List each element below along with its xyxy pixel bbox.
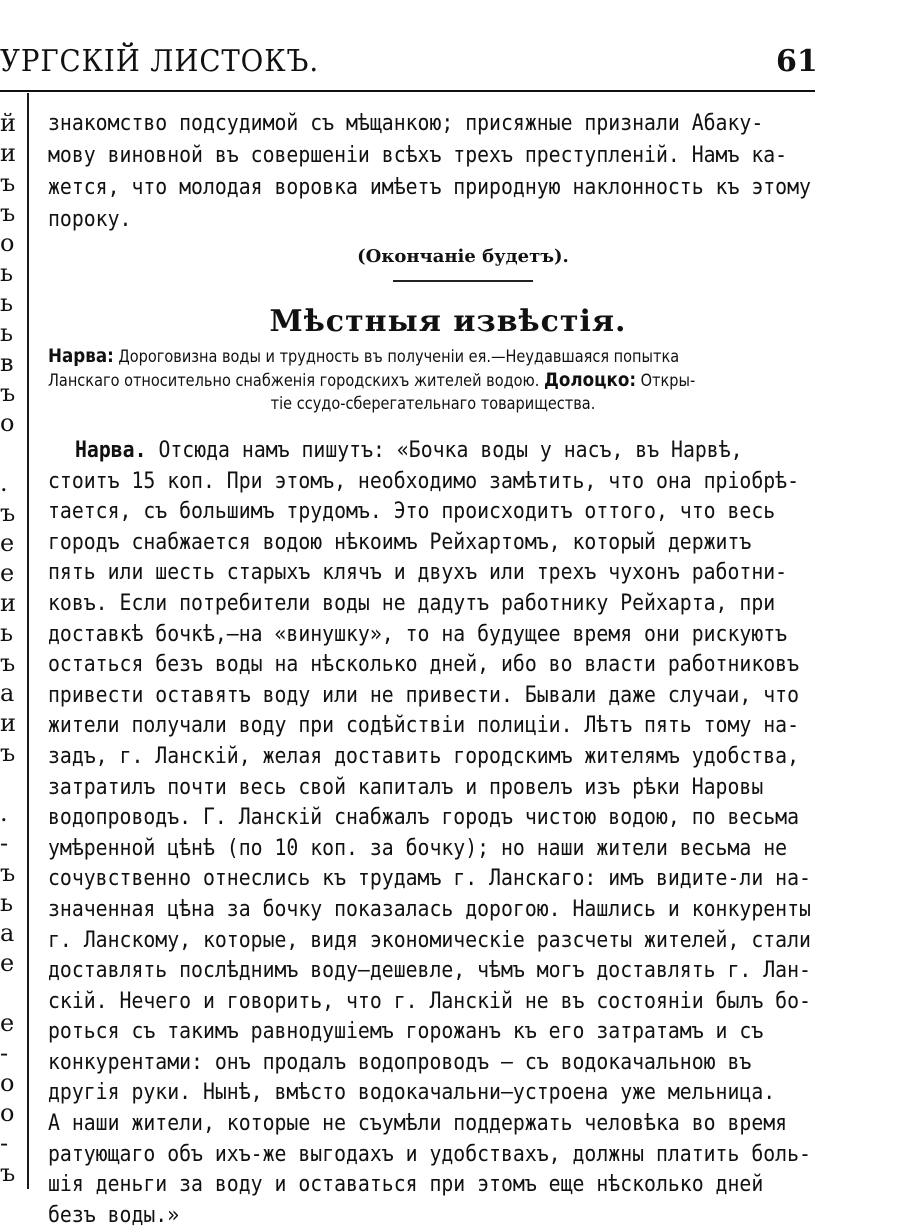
- fragment-char: о: [0, 409, 15, 437]
- fragment-char: .: [0, 799, 8, 827]
- summary-keyword: Долоцко:: [543, 369, 637, 391]
- text-line: роться съ такимъ равнодушіемъ горожанъ къ его затратамъ и съ: [48, 1019, 764, 1045]
- fragment-char: е: [0, 529, 15, 557]
- fragment-char: ъ: [0, 169, 16, 197]
- text-line: умѣренной цѣнѣ (по 10 коп. за бочку); но наши жители весьма не: [48, 835, 788, 861]
- text-line: жется, что молодая воровка имѣетъ природную наклонность къ этому: [48, 175, 811, 200]
- text-span: Отсюда намъ пишутъ: «Бочка воды у насъ, въ Нарвѣ,: [146, 438, 743, 463]
- text-line: доставкѣ бочкѣ,—на «винушку», то на будущее время они рискуютъ: [48, 621, 788, 647]
- fragment-char: ъ: [0, 649, 16, 677]
- text-line: мову виновной въ совершеніи всѣхъ трехъ преступленій. Намъ ка-: [48, 143, 788, 168]
- summary-text: Дороговизна воды и трудность въ полученіи ея.—Неудавшаяся попытка: [113, 347, 680, 366]
- article-lead: Нарва.: [75, 438, 147, 463]
- fragment-char: ъ: [0, 739, 16, 767]
- text-line: г. Ланскому, которые, видя экономическіе разсчеты жителей, стали: [48, 927, 811, 953]
- section-separator: [393, 280, 533, 282]
- column-divider: [27, 93, 29, 1189]
- text-line: значенная цѣна за бочку показалась дорогою. Нашлись и конкуренты: [48, 896, 811, 922]
- fragment-char: е: [0, 1009, 15, 1037]
- text-line: ковъ. Если потребители воды не дадутъ работнику Рейхарта, при: [48, 590, 776, 616]
- fragment-char: о: [0, 229, 15, 257]
- text-line: сочувственно отнеслись къ трудамъ г. Ланскаго: имъ видите-ли на-: [48, 866, 811, 892]
- fragment-char: и: [0, 589, 16, 617]
- fragment-char: ъ: [0, 199, 16, 227]
- text-line: затратилъ почти весь свой капиталъ и провелъ изъ рѣки Наровы: [48, 774, 764, 800]
- fragment-char: ъ: [0, 859, 16, 887]
- fragment-char: ь: [0, 619, 14, 647]
- fragment-char: .: [0, 469, 8, 497]
- fragment-char: о: [0, 1099, 15, 1127]
- fragment-char: -: [0, 829, 9, 857]
- summary-text: Ланскаго относительно снабженія городскихъ жителей водою.: [48, 371, 540, 390]
- fragment-char: ъ: [0, 499, 16, 527]
- text-line: городъ снабжается водою нѣкоимъ Рейхартомъ, который держитъ: [48, 529, 752, 555]
- section-title: Мѣстныя извѣстія.: [269, 304, 627, 339]
- fragment-char: и: [0, 709, 16, 737]
- running-title: УРГСКІЙ ЛИСТОКЪ.: [0, 44, 320, 79]
- text-line: остаться безъ воды на нѣсколько дней, ибо во власти работниковъ: [48, 652, 800, 678]
- text-line: привести оставятъ воду или не привести. Бывали даже случаи, что: [48, 682, 800, 708]
- page-header: [0, 0, 900, 92]
- summary-text: Откры-: [636, 371, 696, 390]
- text-line: стоитъ 15 коп. При этомъ, необходимо замѣтить, что она пріобрѣ-: [48, 468, 800, 494]
- page-number: 61: [776, 44, 818, 79]
- text-line: другія руки. Нынѣ, вмѣсто водокачальни—устроена уже мельница.: [48, 1080, 776, 1106]
- summary-line: [48, 344, 726, 368]
- text-line: пять или шесть старыхъ клячъ и двухъ или трехъ чухонъ работни-: [48, 560, 788, 586]
- fragment-char: ь: [0, 289, 14, 317]
- fragment-char: о: [0, 1069, 15, 1097]
- fragment-char: й: [0, 109, 16, 137]
- fragment-char: е: [0, 559, 15, 587]
- summary-keyword: Нарва:: [48, 345, 114, 367]
- text-line: задъ, г. Ланскій, желая доставить городскимъ жителямъ удобства,: [48, 743, 800, 769]
- text-line: доставлять послѣднимъ воду—дешевле, чѣмъ могъ доставлять г. Лан-: [48, 958, 811, 984]
- fragment-char: [0, 768, 12, 798]
- text-line: жители получали воду при содѣйствіи полиціи. Лѣтъ пять тому на-: [48, 713, 800, 739]
- text-line: [48, 436, 741, 467]
- fragment-char: е: [0, 949, 15, 977]
- text-line: пороку.: [48, 207, 132, 232]
- fragment-char: а: [0, 919, 15, 947]
- continuation-paragraph: [48, 108, 818, 236]
- article-body: [48, 436, 818, 1231]
- left-column-fragments: [0, 108, 16, 1188]
- text-line: знакомство подсудимой съ мѣщанкою; присяжные признали Абаку-: [48, 111, 764, 136]
- text-line: тается, съ большимъ трудомъ. Это происходитъ оттого, что весь: [48, 499, 776, 525]
- summary-line: [94, 392, 772, 416]
- main-column: [48, 108, 818, 1231]
- fragment-char: а: [0, 679, 15, 707]
- text-line: конкурентами: онъ продалъ водопроводъ — съ водокачальною въ: [48, 1049, 752, 1075]
- text-line: ратующаго объ ихъ-же выгодахъ и удобствахъ, должны платить боль-: [48, 1141, 811, 1167]
- to-be-continued: (Окончаніе будетъ).: [357, 246, 569, 267]
- summary-text: тіе ссудо-сберегательнаго товарищества.: [270, 394, 596, 413]
- fragment-char: ь: [0, 889, 14, 917]
- text-line: шія деньги за воду и оставаться при этомъ еще нѣсколько дней: [48, 1172, 764, 1198]
- fragment-char: [0, 978, 12, 1008]
- header-rule: [0, 90, 815, 92]
- text-line: безъ воды.»: [48, 1202, 180, 1228]
- fragment-char: ъ: [0, 379, 16, 407]
- section-summary: [48, 344, 818, 416]
- summary-line: [48, 368, 726, 392]
- text-line: водопроводъ. Г. Ланскій снабжалъ городъ чистою водою, по весьма: [48, 805, 800, 831]
- fragment-char: ь: [0, 319, 14, 347]
- text-line: скій. Нечего и говорить, что г. Ланскій не въ состояніи былъ бо-: [48, 988, 811, 1014]
- fragment-char: ь: [0, 259, 14, 287]
- fragment-char: и: [0, 139, 16, 167]
- fragment-char: -: [0, 1039, 9, 1067]
- fragment-char: [0, 438, 12, 468]
- fragment-char: -: [0, 1129, 9, 1157]
- text-line: А наши жители, которые не съумѣли поддержать человѣка во время: [48, 1111, 788, 1137]
- fragment-char: в: [0, 349, 14, 377]
- fragment-char: ъ: [0, 1159, 16, 1187]
